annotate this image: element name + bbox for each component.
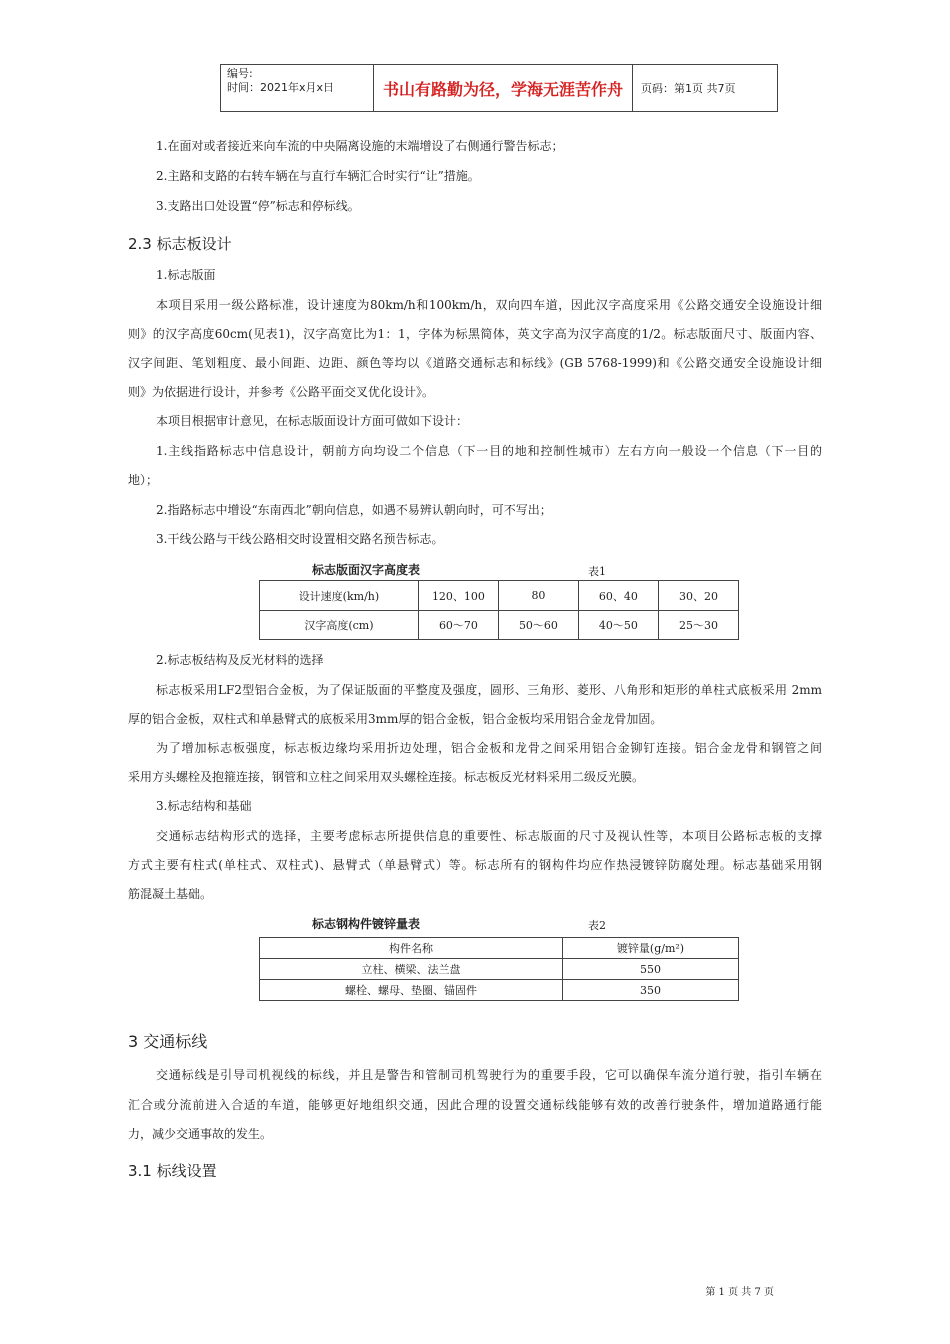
paragraph-line: 则》为依据进行设计，并参考《公路平面交叉优化设计》。	[128, 385, 435, 399]
page-header	[220, 64, 778, 112]
list-item: 1.主线指路标志中信息设计，朝前方向均设二个信息（下一目的地和控制性城市）左右方向一般设一个信息（下一目的	[156, 444, 822, 458]
section-heading: 3.1 标线设置	[128, 1162, 217, 1180]
table-cell: 80	[499, 581, 579, 611]
table-header-cell: 镀锌量(g/m²)	[563, 938, 739, 959]
table-cell: 设计速度(km/h)	[260, 581, 419, 611]
list-item: 3.干线公路与干线公路相交时设置相交路名预告标志。	[156, 532, 444, 546]
table-header-cell: 构件名称	[260, 938, 563, 959]
table-cell: 350	[563, 980, 739, 1001]
table-number: 表2	[588, 919, 606, 932]
table-row	[260, 959, 739, 980]
table-number: 表1	[588, 565, 606, 578]
list-item: 地）；	[128, 473, 159, 487]
section-heading: 2.3 标志板设计	[128, 235, 232, 253]
paragraph-line: 交通标志结构形式的选择，主要考虑标志所提供信息的重要性、标志版面的尺寸及视认性等，本项目公路标志板的支撑	[156, 829, 822, 843]
table-cell: 汉字高度(cm)	[260, 611, 419, 640]
intro-item: 2.主路和支路的右转车辆在与直行车辆汇合时实行“让”措施。	[156, 169, 480, 183]
table-row	[260, 611, 739, 640]
list-item: 2.指路标志中增设“东南西北”朝向信息，如遇不易辨认朝向时，可不写出；	[156, 503, 552, 517]
table-cell: 立柱、横梁、法兰盘	[260, 959, 563, 980]
paragraph-line: 方式主要有柱式(单柱式、双柱式)、悬臂式（单悬臂式）等。标志所有的钢构件均应作热浸镀锌防腐处理。标志基础采用钢	[128, 858, 822, 872]
doc-time-label: 时间：2021年x月x日	[227, 81, 335, 94]
table-cell: 60～70	[418, 611, 498, 640]
intro-item: 1.在面对或者接近来向车流的中央隔离设施的末端增设了右侧通行警告标志；	[156, 139, 564, 153]
header-motto: 书山有路勤为径，学海无涯苦作舟	[374, 65, 633, 112]
intro-item: 3.支路出口处设置“停”标志和停标线。	[156, 199, 360, 213]
subheading: 1.标志版面	[156, 268, 216, 282]
subheading: 2.标志板结构及反光材料的选择	[156, 653, 324, 667]
paragraph-line: 汉字间距、笔划粗度、最小间距、边距、颜色等均以《道路交通标志和标线》(GB 5768-1999)和《公路交通安全设施设计细	[128, 356, 822, 370]
table-row	[260, 938, 739, 959]
table-cell: 40～50	[578, 611, 658, 640]
header-meta	[221, 65, 374, 112]
table-cell: 550	[563, 959, 739, 980]
paragraph: 本项目根据审计意见，在标志版面设计方面可做如下设计：	[156, 414, 469, 428]
table-caption: 标志版面汉字高度表	[312, 563, 421, 577]
paragraph-line: 本项目采用一级公路标准，设计速度为80km/h和100km/h，双向四车道，因此汉字高度采用《公路交通安全设施设计细	[156, 298, 822, 312]
paragraph-line: 力，减少交通事故的发生。	[128, 1127, 273, 1141]
table-cell: 60、40	[578, 581, 658, 611]
section-heading: 3 交通标线	[128, 1032, 208, 1051]
paragraph-line: 筋混凝土基础。	[128, 887, 213, 901]
table-cell: 30、20	[658, 581, 738, 611]
paragraph-line: 汇合或分流前进入合适的车道，能够更好地组织交通，因此合理的设置交通标线能够有效的改善行驶条件，增加道路通行能	[128, 1098, 822, 1112]
paragraph-line: 为了增加标志板强度，标志板边缘均采用折边处理，铝合金板和龙骨之间采用铝合金铆钉连接。铝合金龙骨和钢管之间	[156, 741, 822, 755]
table-caption: 标志钢构件镀锌量表	[312, 917, 421, 931]
table-1	[259, 580, 739, 640]
table-2	[259, 937, 739, 1001]
table-cell: 120、100	[418, 581, 498, 611]
paragraph-line: 交通标线是引导司机视线的标线，并且是警告和管制司机驾驶行为的重要手段，它可以确保车流分道行驶，指引车辆在	[156, 1068, 822, 1082]
table-cell: 50～60	[499, 611, 579, 640]
subheading: 3.标志结构和基础	[156, 799, 252, 813]
paragraph-line: 标志板采用LF2型铝合金板，为了保证版面的平整度及强度，圆形、三角形、菱形、八角形和矩形的单柱式底板采用 2mm	[156, 683, 822, 697]
page-footer: 第 1 页 共 7 页	[705, 1287, 774, 1298]
paragraph-line: 采用方头螺栓及抱箍连接，钢管和立柱之间采用双头螺栓连接。标志板反光材料采用二级反光膜。	[128, 770, 645, 784]
table-row	[260, 980, 739, 1001]
header-page-label: 页码：第1页 共7页	[633, 65, 778, 112]
table-cell: 25～30	[658, 611, 738, 640]
table-cell: 螺栓、螺母、垫圈、锚固件	[260, 980, 563, 1001]
table-row	[260, 581, 739, 611]
paragraph-line: 则》的汉字高度60cm(见表1)，汉字高宽比为1：1，字体为标黑简体，英文字高为汉字高度的1/2。标志版面尺寸、版面内容、	[128, 327, 822, 341]
paragraph-line: 厚的铝合金板，双柱式和单悬臂式的底板采用3mm厚的铝合金板，铝合金板均采用铝合金龙骨加固。	[128, 712, 663, 726]
doc-number-label: 编号:	[227, 67, 253, 80]
